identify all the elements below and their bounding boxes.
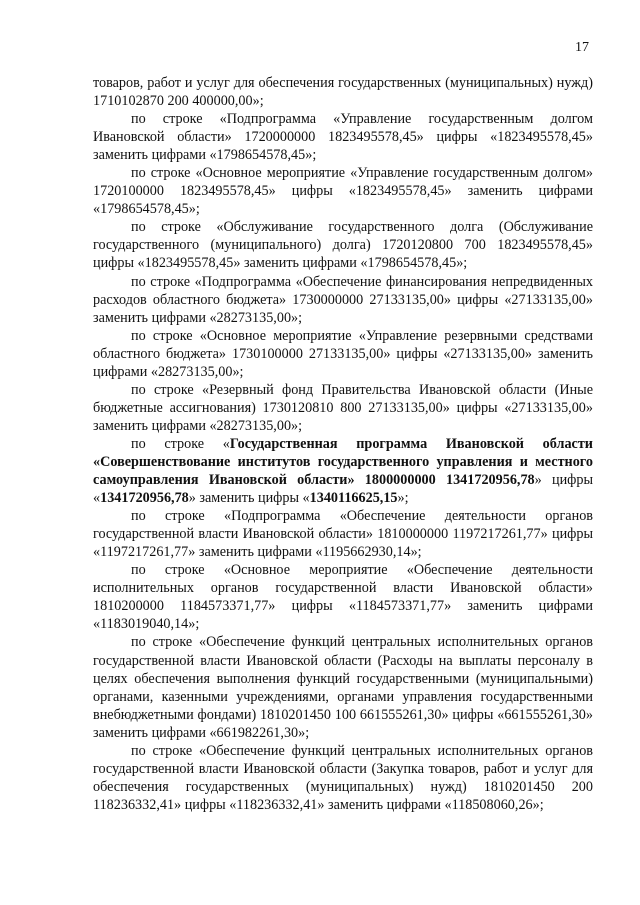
text-run: по строке «Обеспечение функций центральных исполнительных органов государственной власти Ивановской области (Расходы на выплаты персоналу в целях обеспечения выполнения функций государственными (муниципальными) органами, казенными учреждениями, органами управления государственными внебюджетными фондами) 1810201450 100 661555261,30» цифры «661555261,30» заменить цифрами «661982261,30»; (93, 634, 593, 741)
paragraph (93, 561, 593, 633)
text-run: по строке «Резервный фонд Правительства Ивановской области (Иные бюджетные ассигнования) 1730120810 800 27133135,00» цифры «27133135,00» заменить цифрами «28273135,00»; (93, 381, 593, 434)
page-number: 17 (575, 40, 589, 55)
text-run: по строке «Обеспечение функций центральных исполнительных органов государственной власти Ивановской области (Закупка товаров, работ и услуг для обеспечения государственных (муниципальных) нужд) 1810201450 200 118236332,41» цифры «118236332,41» заменить цифрами «118508060,26»; (93, 742, 593, 813)
paragraph (93, 218, 593, 272)
paragraph (93, 435, 593, 507)
text-run: по строке «Обслуживание государственного долга (Обслуживание государственного (муниципального) долга) 1720120800 700 1823495578,45» цифры «1823495578,45» заменить цифрами «1798654578,45»; (93, 219, 593, 272)
text-run: по строке «Основное мероприятие «Обеспечение деятельности исполнительных органов государственной власти Ивановской области» 1810200000 1184573371,77» цифры «1184573371,77» заменить цифрами «1183019040,14»; (93, 562, 593, 633)
text-run: » заменить цифры « (188, 490, 310, 507)
paragraph (93, 633, 593, 741)
text-run: по строке «Подпрограмма «Обеспечение финансирования непредвиденных расходов областного бюджета» 1730000000 27133135,00» цифры «27133135,00» заменить цифрами «28273135,00»; (93, 273, 593, 326)
text-run: товаров, работ и услуг для обеспечения государственных (муниципальных) нужд) 1710102870 200 400000,00»; (93, 75, 593, 110)
text-run: по строке «Основное мероприятие «Управление резервными средствами областного бюджета» 1730100000 27133135,00» цифры «27133135,00» заменить цифрами «28273135,00»; (93, 327, 593, 380)
document-body (93, 74, 593, 814)
paragraph (93, 273, 593, 327)
bold-text-run: 1341720956,78 (100, 490, 189, 507)
bold-text-run: 1340116625,15 (309, 490, 398, 507)
paragraph (93, 507, 593, 561)
text-run: по строке «Подпрограмма «Обеспечение деятельности органов государственной власти Ивановской области» 1810000000 1197217261,77» цифры «1197217261,77» заменить цифрами «1195662930,14»; (93, 508, 593, 561)
paragraph (93, 74, 593, 110)
bold-text-run: Государственная программа Ивановской области «Совершенствование институтов государственного управления и местного самоуправления Ивановской области» 1800000000 1341720956,78 (93, 435, 593, 489)
text-run: » цифры « (93, 472, 593, 507)
paragraph (93, 381, 593, 435)
text-run: »; (397, 490, 409, 507)
paragraph (93, 742, 593, 814)
text-run: по строке «Подпрограмма «Управление государственным долгом Ивановской области» 1720000000 1823495578,45» цифры «1823495578,45» заменить цифрами «1798654578,45»; (93, 111, 593, 164)
paragraph (93, 164, 593, 218)
text-run: по строке «Основное мероприятие «Управление государственным долгом» 1720100000 1823495578,45» цифры «1823495578,45» заменить цифрами «1798654578,45»; (93, 165, 593, 218)
paragraph (93, 110, 593, 164)
paragraph (93, 327, 593, 381)
text-run: по строке « (131, 435, 230, 452)
